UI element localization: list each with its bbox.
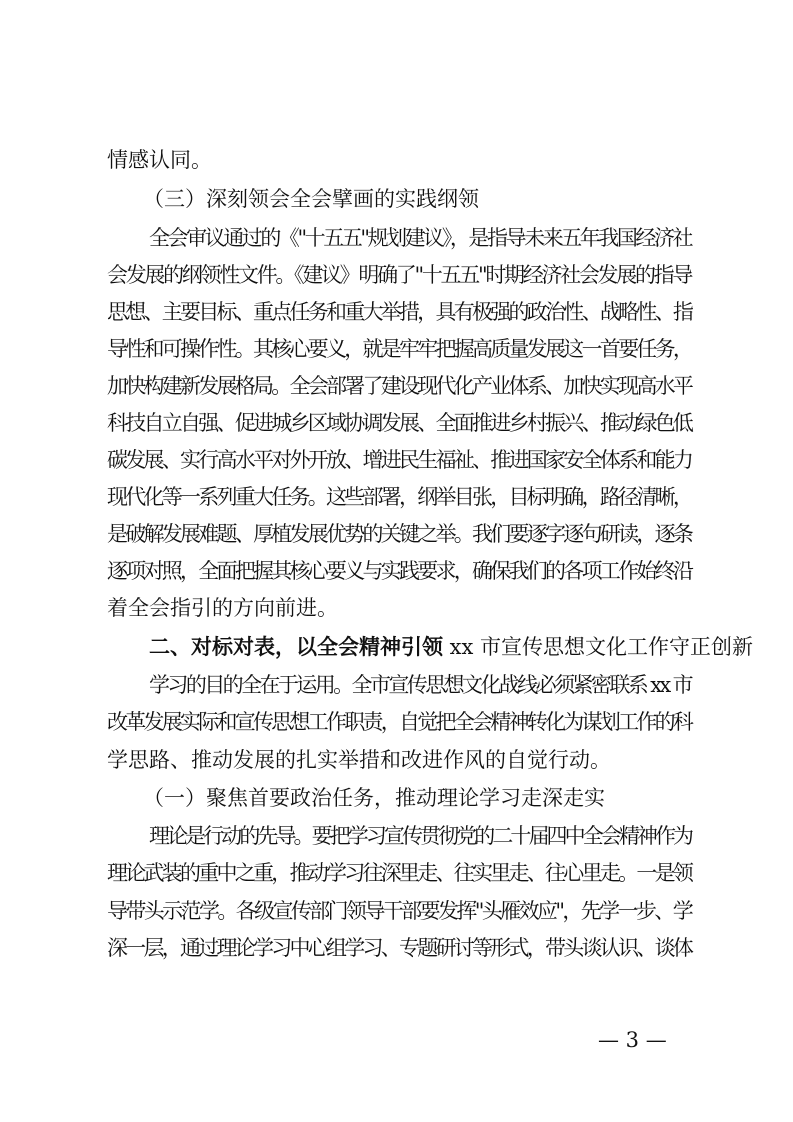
subheading: （三）深刻领会全会擘画的实践纲领 — [143, 187, 479, 211]
section-heading-rest: xx 市宣传思想文化工作守正创新 — [443, 635, 754, 659]
paragraph-line: 学习的目的全在于运用。全市宣传思想文化战线必须紧密联系 xx 市 — [149, 673, 691, 697]
paragraph-line: 导性和可操作性。其核心要义，就是牢牢把握高质量发展这一首要任务， — [107, 337, 691, 361]
page-number: — 3 — — [598, 1028, 667, 1052]
paragraph-line: 会发展的纲领性文件。《建议》明确了"十五五"时期经济社会发展的指导 — [107, 263, 691, 287]
paragraph-line: 导带头示范学。各级宣传部门领导干部要发挥"头雁效应"，先学一步、学 — [107, 899, 691, 923]
paragraph-line: 加快构建新发展格局。全会部署了建设现代化产业体系、加快实现高水平 — [107, 374, 691, 398]
paragraph-line: 逐项对照，全面把握其核心要义与实践要求，确保我们的各项工作始终沿 — [107, 559, 691, 583]
section-heading-bold: 二、对标对表，以全会精神引领 — [149, 635, 443, 659]
paragraph-line: 思想、主要目标、重点任务和重大举措，具有极强的政治性、战略性、指 — [107, 300, 691, 324]
paragraph-line: 科技自立自强、促进城乡区域协调发展、全面推进乡村振兴、推动绿色低 — [107, 411, 691, 435]
paragraph-line: 着全会指引的方向前进。 — [107, 596, 338, 620]
paragraph-line: 改革发展实际和宣传思想工作职责，自觉把全会精神转化为谋划工作的科 — [107, 710, 691, 734]
paragraph-line: 学思路、推动发展的扎实举措和改进作风的自觉行动。 — [107, 748, 611, 772]
paragraph-line: 理论武装的重中之重，推动学习往深里走、往实里走、往心里走。一是领 — [107, 861, 691, 885]
paragraph-line: 全会审议通过的《"十五五"规划建议》，是指导未来五年我国经济社 — [149, 226, 691, 250]
paragraph-line: 理论是行动的先导。要把学习宣传贯彻党的二十届四中全会精神作为 — [149, 824, 691, 848]
paragraph-line: 是破解发展难题、厚植发展优势的关键之举。我们要逐字逐句研读，逐条 — [107, 522, 691, 546]
subheading: （一）聚焦首要政治任务，推动理论学习走深走实 — [143, 786, 605, 810]
paragraph-line: 现代化等一系列重大任务。这些部署，纲举目张，目标明确，路径清晰， — [107, 485, 691, 509]
paragraph-line: 情感认同。 — [107, 148, 212, 172]
paragraph-line: 碳发展、实行高水平对外开放、增进民生福祉、推进国家安全体系和能力 — [107, 448, 691, 472]
paragraph-line: 深一层，通过理论学习中心组学习、专题研讨等形式，带头谈认识、谈体 — [107, 936, 691, 960]
section-heading — [149, 634, 754, 660]
